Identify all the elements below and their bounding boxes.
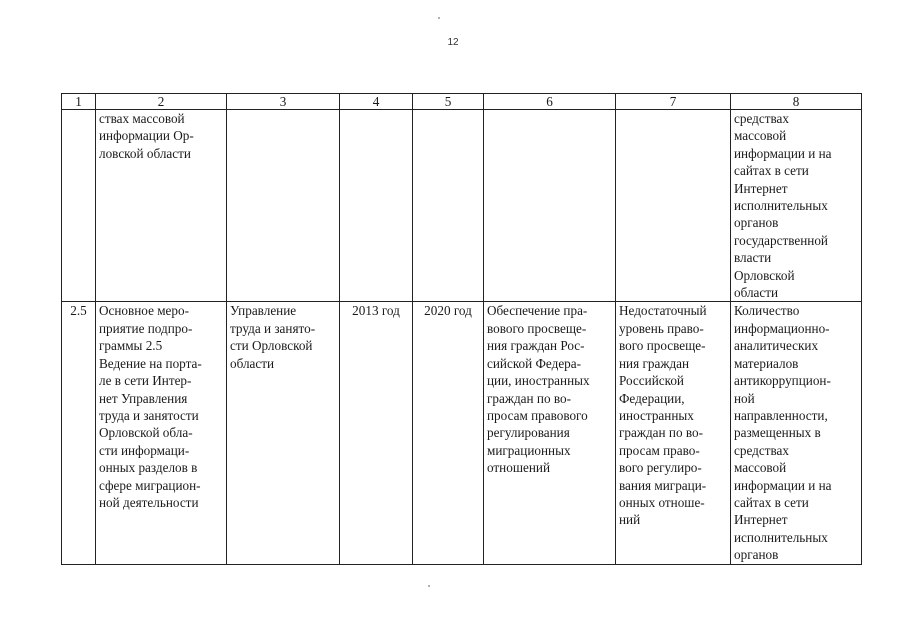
cell-text: Обеспечение пра- вового просвеще- ния граждан Рос- сийской Федера- ции, иностранных граждан по во- просам правового регулирования миграционных отношений [487,303,590,476]
table-row [62,110,862,302]
cell-text: ствах массовой информации Ор- ловской области [99,111,194,161]
cell-text: Недостаточный уровень право- вого просвеще- ния граждан Российской Федерации, иностранных граждан по во- просам право- вого регулиро- вания миграци- онных отноше- ний [619,303,707,528]
cell-text: 2020 год [424,303,472,319]
cell-consequences [616,110,731,302]
page-number: 12 [447,37,459,48]
cell-number [62,110,96,302]
cell-number [62,302,96,564]
cell-text: Основное меро- приятие подпро- граммы 2.5 Ведение на порта- ле в сети Интер- нет Управления труда и занятости Орловской обла- сти информаци- онных разделов в сфере миграцион- ной деятельности [99,303,202,510]
cell-end-year [413,302,484,564]
table-row [62,302,862,564]
cell-start-year [340,302,413,564]
column-header-1: 1 [62,94,96,110]
cell-text: 2013 год [352,303,400,319]
cell-expected-result [484,110,616,302]
cell-indicator [731,302,862,564]
cell-text: Количество информационно- аналитических материалов антикоррупцион- ной направленности, размещенных в средствах массовой информации и на сайтах в сети Интернет исполнительных органов [734,303,832,563]
header-row [62,94,862,110]
column-header-7: 7 [616,94,731,110]
program-activities-table [61,93,862,565]
column-header-2: 2 [96,94,227,110]
cell-consequences [616,302,731,564]
column-header-6: 6 [484,94,616,110]
cell-end-year [413,110,484,302]
column-header-8: 8 [731,94,862,110]
cell-activity-name [96,110,227,302]
cell-responsible [227,302,340,564]
cell-text: 2.5 [70,303,87,319]
scan-speck [428,585,430,587]
cell-text: средствах массовой информации и на сайтах в сети Интернет исполнительных органов государственной власти Орловской области [734,111,832,301]
column-header-4: 4 [340,94,413,110]
cell-text: Управление труда и занято- сти Орловской области [230,303,316,371]
cell-indicator [731,110,862,302]
cell-expected-result [484,302,616,564]
cell-start-year [340,110,413,302]
column-header-3: 3 [227,94,340,110]
cell-activity-name [96,302,227,564]
column-header-5: 5 [413,94,484,110]
cell-responsible [227,110,340,302]
scan-speck [438,17,440,19]
